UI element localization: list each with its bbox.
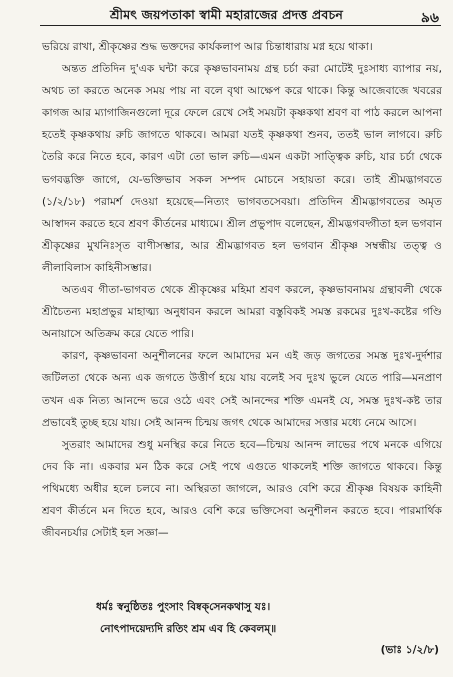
verse-line-2: নোৎপাদয়েদ্যদি রতিং শ্রম এব হি কেবলম্‌॥ [100, 623, 277, 635]
body-text [42, 36, 442, 544]
paragraph-3: অতএব গীতা-ভাগবত থেকে শ্রীকৃষ্ণের মহিমা শ্রবণ করলে, কৃষ্ণভাবনাময় গ্রন্থাবলী থেকে শ্রীচৈতন্য মহাপ্রভুর মাহাত্ম্য অনুধাবন করলে আমরা বস্তুবিকই সমস্ত রকমের দুঃখ-কষ্টের গণ্ডি অনায়াসে অতিক্রম করে যেতে পারি। [42, 283, 442, 341]
paragraph-1: ভরিয়ে রাখা, শ্রীকৃষ্ণের শুদ্ধ ভক্তদের কার্যকলাপ আর চিন্তাধারায় মগ্ন হয়ে থাকা। [42, 40, 373, 53]
page-number: ৯৬ [420, 10, 439, 26]
paragraph-4: কারণ, কৃষ্ণভাবনা অনুশীলনের ফলে আমাদের মন এই জড় জগতের সমস্ত দুঃখ-দুর্দশার জটিলতা থেকে অন্য এক জগতে উত্তীর্ণ হয়ে যায় বলেই সব দুঃখ ভুলে যেতে পারি—মনপ্রাণ তখন এক নিত্য আনন্দে ভরে ওঠে এবং সেই আনন্দের শক্তি এমনই যে, সমস্ত দুঃখ-কষ্ট তার প্রভাবেই তুচ্ছ হয়ে যায়। সেই আনন্দ চিন্ময় জগৎ থেকে আমাদের সত্তার মধ্যে নেমে আসে। [42, 349, 442, 429]
paragraph-2: অন্তত প্রতিদিন দু'এক ঘন্টা করে কৃষ্ণভাবনাময় গ্রন্থ চর্চা করা মোটেই দুঃসাধ্য ব্যাপার নয়, অথচ তা করতে অনেক সময় পায় না বলে বৃথা আক্ষেপ করে থাকে। কিন্তু আজেবাজে খবরের কাগজ আর ম্যাগাজিনগুলো দূরে ফেলে রেখে সেই সময়টা কৃষ্ণকথা শ্রবণ বা পাঠ করলে আপনা হতেই কৃষ্ণকথায় রুচি জাগতে থাকবে। আমরা যতই কৃষ্ণকথা শুনব, ততই ভাল লাগবে। রুচি তৈরি করে নিতে হবে, কারণ এটা তো ভাল রুচি—এমন একটা সাত্ত্বিক রুচি, যার চর্চা থেকে ভগবদ্ভক্তি জাগে, যে-ভক্তিভাব সকল সম্পদ মোচনে সহায়তা করে। তাই শ্রীমদ্ভাগবতে (১/২/১৮) পরামর্শ দেওয়া হয়েছে—নিত্যং ভাগবতসেবয়া। প্রতিদিন শ্রীমদ্ভাগবতের অমৃত আস্বাদন করতে হবে শ্রবণ কীর্তনের মাধ্যমে। শ্রীল প্রভুপাদ বলেছেন, শ্রীমদ্ভগবদ্গীতা হল ভগবান শ্রীকৃষ্ণের মুখনিঃসৃত বাণীসম্ভার, আর শ্রীমদ্ভাগবত হল ভগবান শ্রীকৃষ্ণ সম্বন্ধীয় তত্ত্ব ও লীলাবিলাস কাহিনীসম্ভার। [42, 62, 442, 274]
header-rule [40, 25, 441, 26]
sanskrit-verse [96, 596, 416, 640]
verse-citation: (ভাঃ ১/২/৮) [380, 644, 439, 656]
verse-line-1: ধর্মঃ স্বনুষ্ঠিতঃ পুংসাং বিষ্বক্‌সেনকথাসু যঃ। [96, 601, 271, 613]
running-header-title: শ্রীমৎ জয়পতাকা স্বামী মহারাজের প্রদত্ত প্রবচন [110, 7, 343, 22]
paragraph-5: সুতরাং আমাদের শুধু মনস্থির করে নিতে হবে—চিন্ময় আনন্দ লাভের পথে মনকে এগিয়ে দেব কি না। একবার মন ঠিক করে সেই পথে এগুতে থাকলেই শক্তি জাগতে থাকবে। কিন্তু পথিমধ্যে অধীর হলে চলবে না। অস্থিরতা জাগলে, আরও বেশি করে শ্রীকৃষ্ণ বিষয়ক কাহিনী শ্রবণ কীর্তনে মন দিতে হবে, আরও বেশি করে ভক্তিসেবা অনুশীলন করতে হবে। পারমার্থিক জীবনচর্যার সেটাই হল সজ্ঞা— [42, 437, 442, 540]
